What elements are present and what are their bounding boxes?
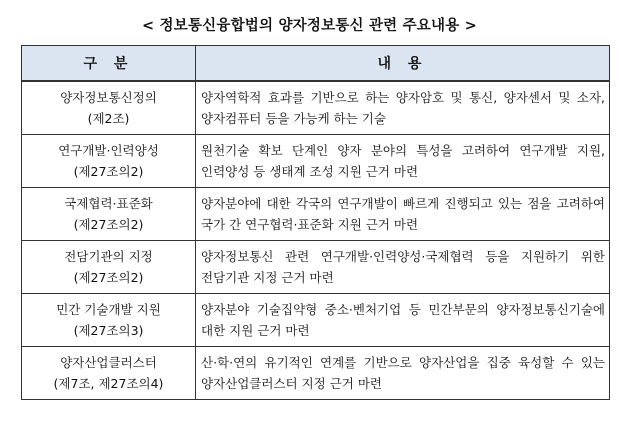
table-row — [22, 135, 610, 188]
category-article: (제27조의2) — [73, 270, 144, 285]
content-cell: 산·학·연의 유기적인 연계를 기반으로 양자산업을 집중 육성할 수 있는 양자산업클러스터 지정 근거 마련 — [196, 347, 610, 400]
category-cell — [22, 294, 196, 347]
category-article: (제2조) — [87, 111, 130, 126]
content-table — [21, 45, 610, 400]
category-article: (제27조의2) — [73, 217, 144, 232]
category-cell — [22, 188, 196, 241]
category-article: (제27조의2) — [73, 164, 144, 179]
category-name: 양자산업클러스터 — [60, 355, 157, 370]
category-article: (제27조의3) — [73, 323, 144, 338]
content-cell: 양자역학적 효과를 기반으로 하는 양자암호 및 통신, 양자센서 및 소자, 양자컴퓨터 등을 가능케 하는 기술 — [196, 81, 610, 135]
category-cell — [22, 241, 196, 294]
category-article: (제7조, 제27조의4) — [53, 376, 164, 391]
category-name: 국제협력·표준화 — [64, 196, 153, 211]
header-category: 구 분 — [22, 46, 196, 82]
table-row — [22, 347, 610, 400]
category-name: 양자정보통신정의 — [60, 90, 157, 105]
category-cell — [22, 81, 196, 135]
category-name: 전담기관의 지정 — [64, 249, 153, 264]
table-row — [22, 241, 610, 294]
content-cell: 양자분야 기술집약형 중소·벤처기업 등 민간부문의 양자정보통신기술에 대한 지원 근거 마련 — [196, 294, 610, 347]
table-row — [22, 188, 610, 241]
document-title: < 정보통신융합법의 양자정보통신 관련 주요내용 > — [141, 18, 478, 34]
category-cell — [22, 347, 196, 400]
content-cell: 원천기술 확보 단계인 양자 분야의 특성을 고려하여 연구개발 지원, 인력양성 등 생태계 조성 지원 근거 마련 — [196, 135, 610, 188]
table-header-row — [22, 46, 610, 82]
category-cell — [22, 135, 196, 188]
header-content: 내 용 — [196, 46, 610, 82]
table-row — [22, 81, 610, 135]
content-cell: 양자분야에 대한 각국의 연구개발이 빠르게 진행되고 있는 점을 고려하여 국가 간 연구협력·표준화 지원 근거 마련 — [196, 188, 610, 241]
category-name: 연구개발·인력양성 — [58, 143, 159, 158]
table-row — [22, 294, 610, 347]
category-name: 민간 기술개발 지원 — [56, 302, 161, 317]
content-cell: 양자정보통신 관련 연구개발·인력양성·국제협력 등을 지원하기 위한 전담기관 지정 근거 마련 — [196, 241, 610, 294]
